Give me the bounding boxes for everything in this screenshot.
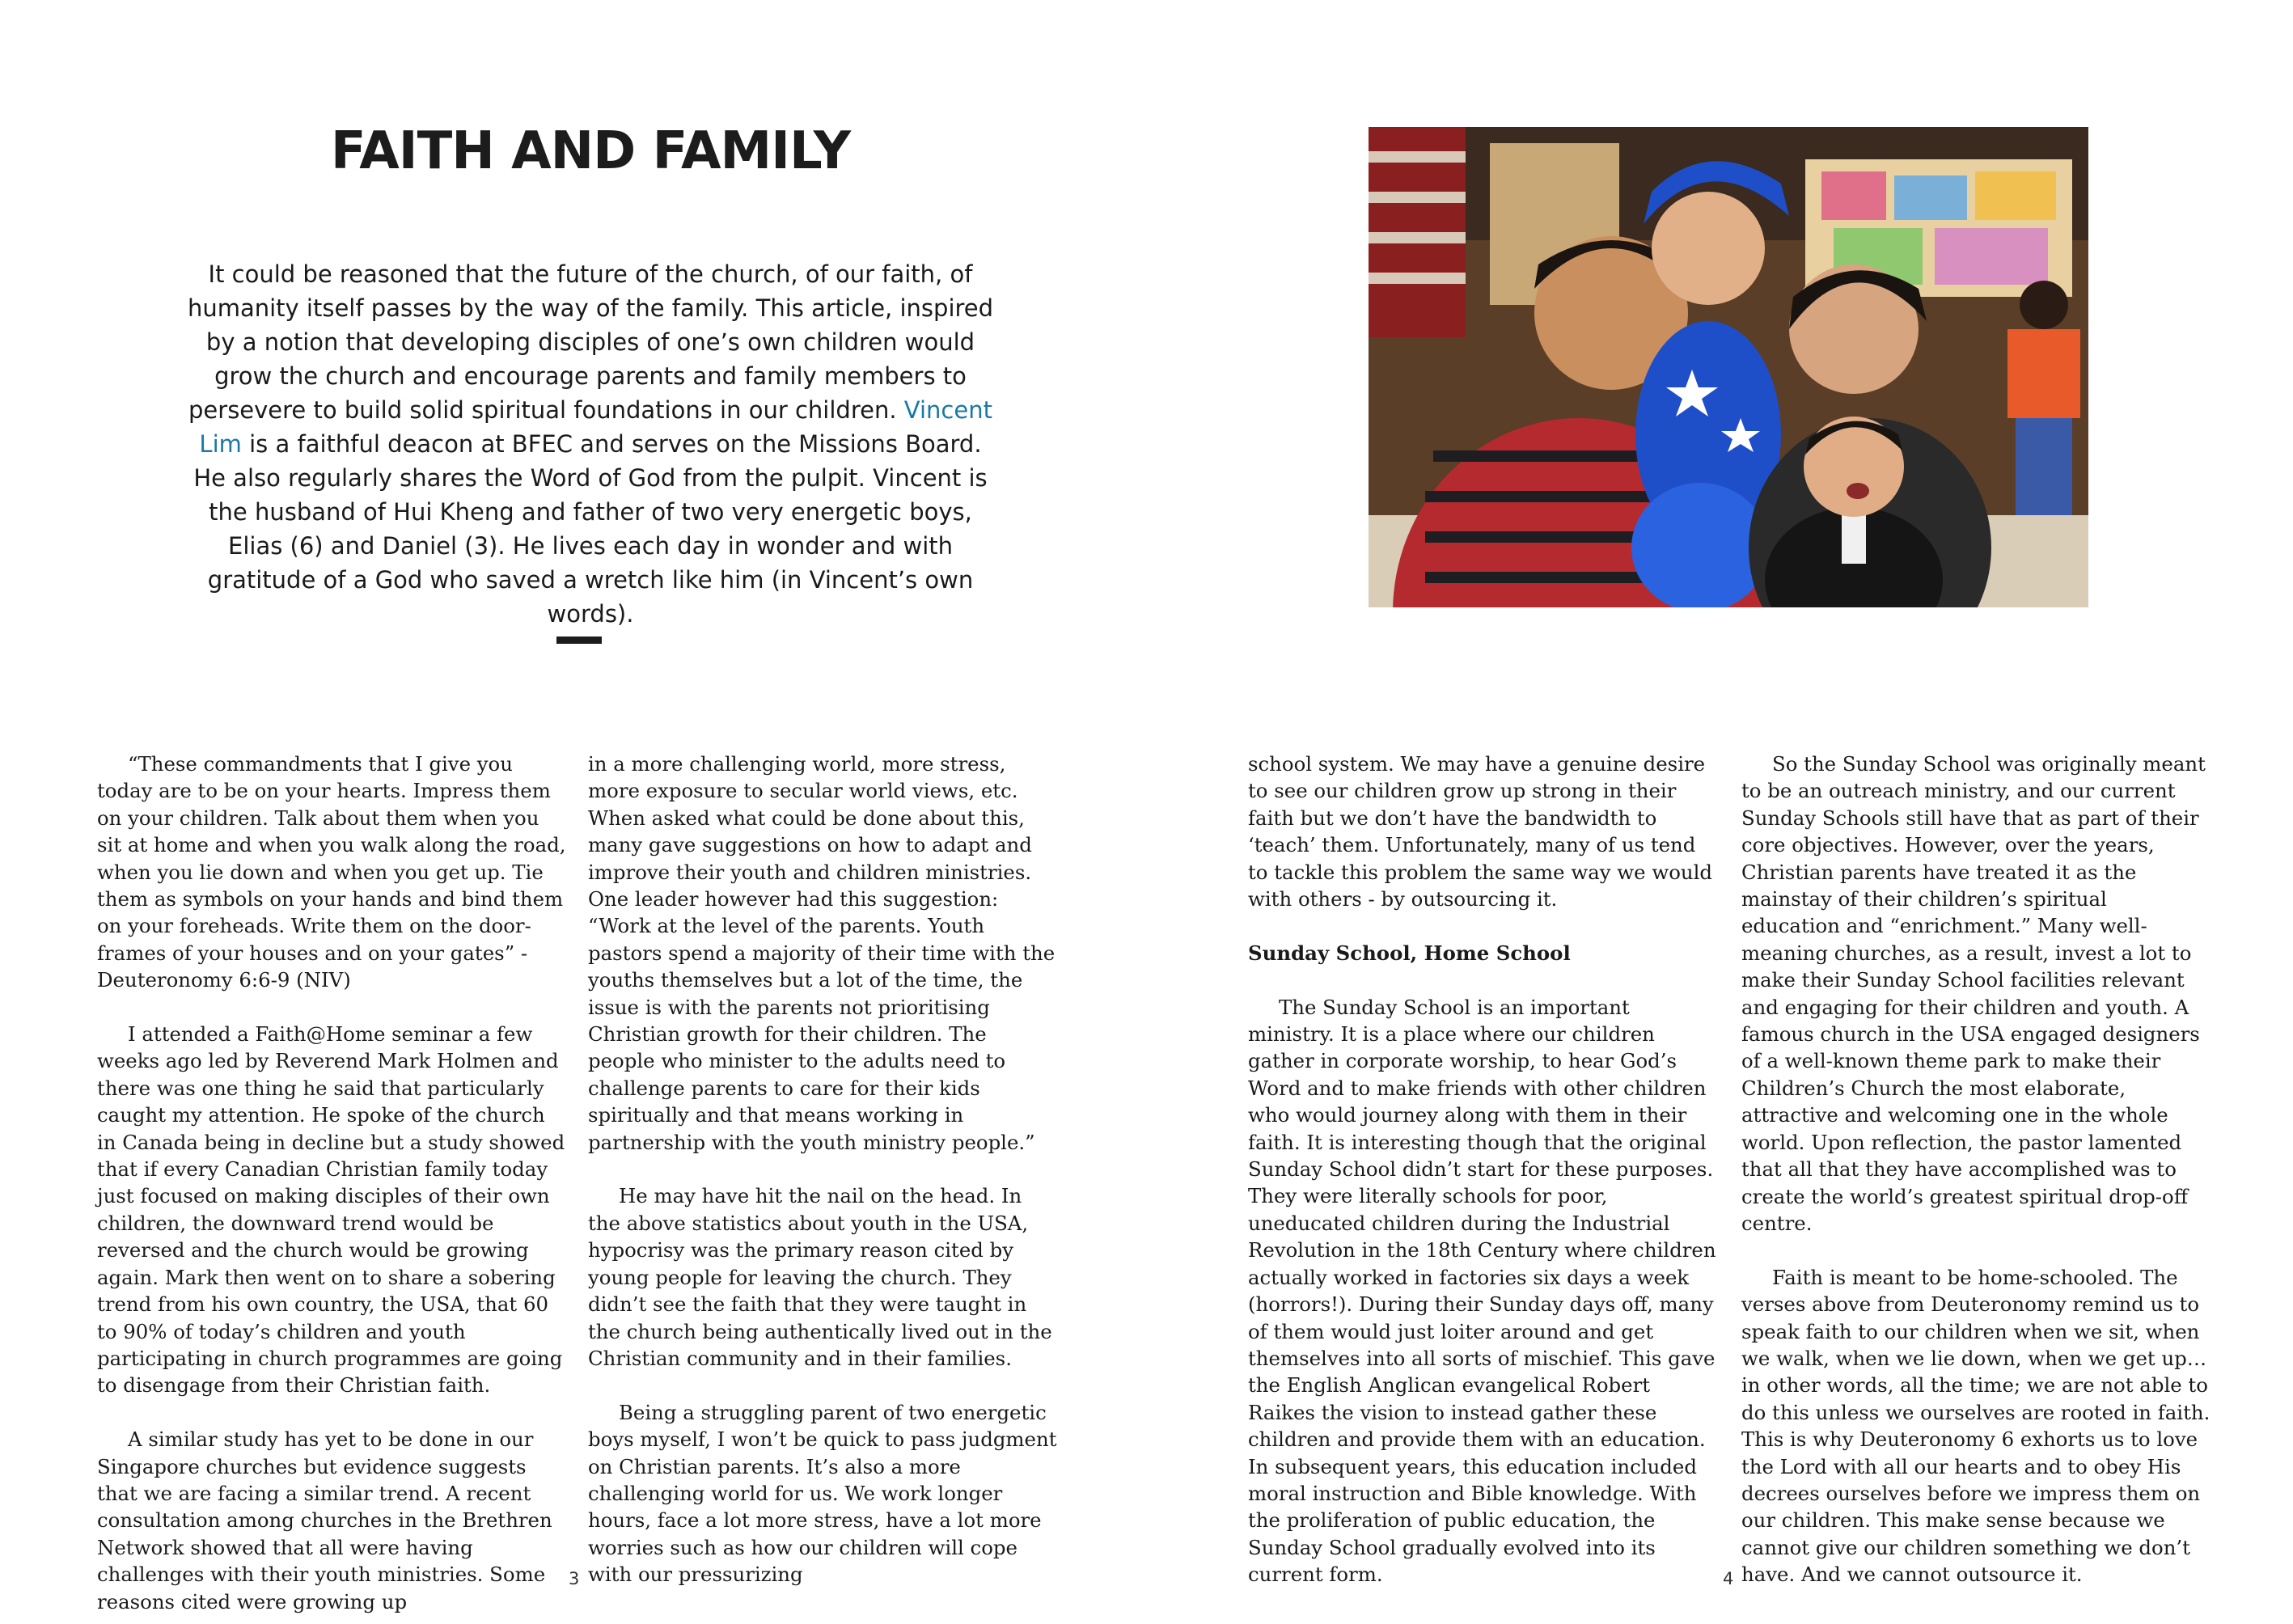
column-1-paragraph: A similar study has yet to be done in our Singapore churches but evidence suggests that we are facing a similar trend. A recent consultation among churches in the Brethren Network showed that all were having challenges with their youth ministries. Some reasons cited were growing up [97,1427,552,1613]
column-2-paragraph: Being a struggling parent of two energetic boys myself, I won’t be quick to pass judgment on Christian parents. It’s also a more challenging world for us. We work longer hours, face a lot more stress, have a lot more worries such as how our children will cope with our pressurizing [588,1400,1057,1587]
column-2-paragraph: When asked what could be done about this, many gave suggestions on how to adapt and improve their youth and children ministries. One leader however had this suggestion: “Work at the level of the parents. Youth pastors spend a majority of their time with the youths themselves but a lot of the time, the issue is with the parents not prioritising Christian growth for their children. The people who minister to the adults need to challenge parents to care for their kids spiritually and that means working in partnership with the youth ministry people.” [588,806,1056,1154]
page-number-right: 4 [1723,1569,1734,1588]
column-2-paragraph: in a more challenging world, more stress, more exposure to secular world views, etc. [588,752,1018,803]
article-title: FAITH AND FAMILY [330,121,851,181]
text-column-1 [97,751,566,1615]
text-column-2 [588,751,1057,1588]
column-3-paragraph: school system. We may have a genuine desire to see our children grow up strong in their faith but we don’t have the bandwidth to ‘teach’ them. Unfortunately, many of us tend to tackle this problem the same way we would with others - by outsourcing it. [1248,752,1713,911]
column-4-paragraph: So the Sunday School was originally meant to be an outreach ministry, and our current Sunday Schools still have that as part of their core objectives. However, over the years, Christian parents have treated it as the mainstay of their children’s spiritual education and “enrichment.” Many well-meaning churches, as a result, invest a lot to make their Sunday School facilities relevant and engaging for their children and youth. A famous church in the USA engaged designers of a well-known theme park to make their Children’s Church the most elaborate, attractive and welcoming one in the whole world. Upon reflection, the pastor lamented that all that they have accomplished was to create the world’s greatest spiritual drop-off centre. [1741,752,2206,1235]
text-column-3 [1248,751,1717,1588]
text-column-4 [1741,751,2211,1588]
family-photo [1369,127,2088,607]
article-intro [186,257,995,631]
section-divider [556,636,602,644]
column-1-paragraph: “These commandments that I give you today are to be on your hearts. Impress them on your children. Talk about them when you sit at home and when you walk along the road, when you lie down and when you get up. Tie them as symbols on your hands and bind them on your foreheads. Write them on the door-frames of your houses and on your gates” - Deuteronomy 6:6-9 (NIV) [97,752,566,992]
column-2-paragraph: He may have hit the nail on the head. In the above statistics about youth in the USA, hypocrisy was the primary reason cited by young people for leaving the church. They didn’t see the faith that they were taught in the church being authentically lived out in the Christian community and in their families. [588,1184,1052,1370]
intro-text-2: is a faithful deacon at BFEC and serves on the Missions Board. He also regularly shares the Word of God from the pulpit. Vincent is the husband of Hui Kheng and father of two very energetic boys, Elias (6) and Daniel (3). He lives each day in wonder and with gratitude of a God who saved a wretch like him (in Vincent’s own words). [193,430,988,628]
column-3-paragraph: The Sunday School is an important ministry. It is a place where our children gather in corporate worship, to hear God’s Word and to make friends with other children who would journey along with them in their faith. It is interesting though that the original Sunday School didn’t start for these purposes. They were literally schools for poor, uneducated children during the Industrial Revolution in the 18th Century where children actually worked in factories six days a week (horrors!). During their Sunday days off, many of them would just loiter around and get themselves into all sorts of mischief. This gave the English Anglican evangelical Robert Raikes the vision to instead gather these children and provide them with an education. In subsequent years, this education included moral instruction and Bible knowledge. With the proliferation of public education, the Sunday School gradually evolved into its current form. [1248,995,1716,1587]
intro-text-1: It could be reasoned that the future of the church, of our faith, of humanity itself passes by the way of the family. This article, inspired by a notion that developing disciples of one’s own children would grow the church and encourage parents and family members to persevere to build solid spiritual foundations in our children. [187,260,994,424]
author-name: Vincent Lim [199,396,992,458]
page-number-left: 3 [569,1569,580,1588]
section-heading: Sunday School, Home School [1248,941,1571,965]
column-4-paragraph: Faith is meant to be home-schooled. The verses above from Deuteronomy remind us to speak faith to our children when we sit, when we walk, when we lie down, when we get up… in other words, all the time; we are not able to do this unless we ourselves are rooted in faith. This is why Deuteronomy 6 exhorts us to love the Lord with all our hearts and to obey His decrees ourselves before we impress them on our children. This make sense because we cannot give our children something we don’t have. And we cannot outsource it. [1741,1265,2211,1587]
column-1-paragraph: I attended a Faith@Home seminar a few weeks ago led by Reverend Mark Holmen and there was one thing he said that particularly caught my attention. He spoke of the church in Canada being in decline but a study showed that if every Canadian Christian family today just focused on making disciples of their own children, the downward trend would be reversed and the church would be growing again. Mark then went on to share a sobering trend from his own country, the USA, that 60 to 90% of today’s children and youth participating in church programmes are going to disengage from their Christian faith. [97,1022,565,1398]
